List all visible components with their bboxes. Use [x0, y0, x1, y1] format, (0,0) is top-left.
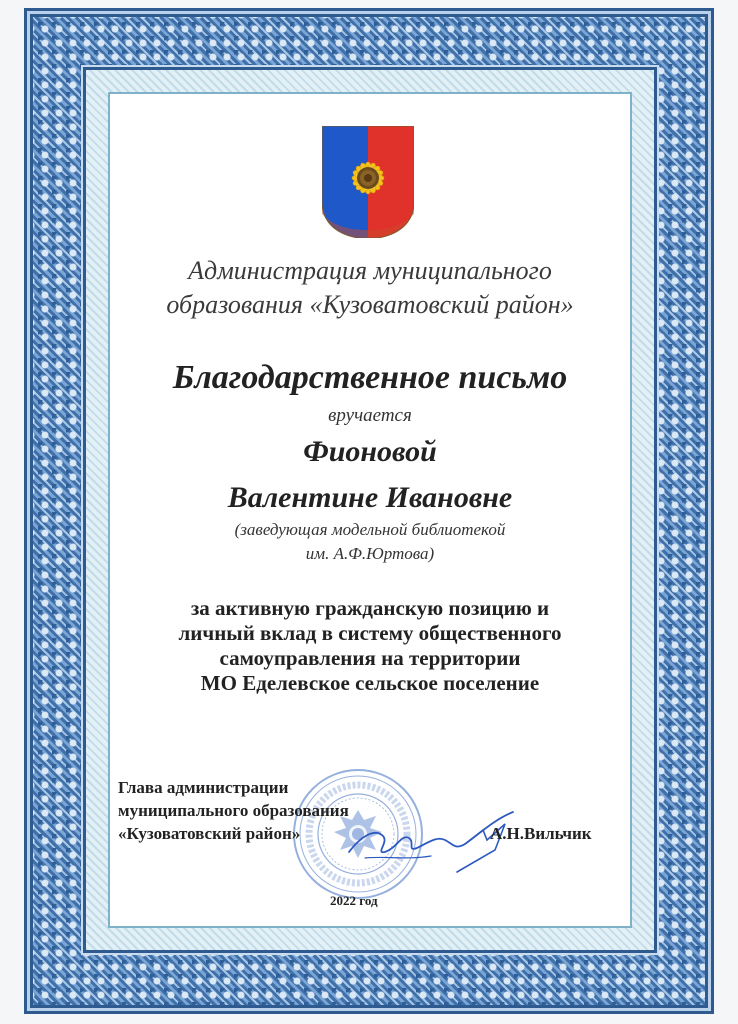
recipient-position: [110, 518, 630, 566]
award-reason: [110, 596, 630, 696]
awarded-label: вручается: [328, 405, 412, 426]
signatory-line-3: «Кузоватовский район»: [118, 824, 301, 843]
signatory-line-1: Глава администрации: [118, 778, 289, 797]
issuer-line-2: образования «Кузоватовский район»: [166, 290, 574, 319]
signatory-block: [118, 776, 349, 845]
reason-line-3: самоуправления на территории: [219, 646, 521, 670]
recipient-surname: Фионовой: [303, 435, 437, 468]
document-year: 2022 год: [330, 893, 378, 908]
reason-line-2: личный вклад в систему общественного: [178, 621, 562, 645]
issuer-heading: [110, 254, 630, 322]
position-line-2: им. А.Ф.Юртова): [305, 544, 435, 563]
signer-name: А.Н.Вильчик: [490, 824, 592, 843]
signatory-line-2: муниципального образования: [118, 801, 349, 820]
document-title: Благодарственное письмо: [172, 359, 568, 396]
reason-line-1: за активную гражданскую позицию и: [190, 596, 550, 620]
position-line-1: (заведующая модельной библиотекой: [234, 520, 506, 539]
reason-line-4: МО Еделевское сельское поселение: [200, 671, 540, 695]
recipient-name: Валентине Ивановне: [227, 481, 513, 514]
coat-of-arms-sunflower-icon: [322, 126, 414, 238]
issuer-line-1: Администрация муниципального: [188, 256, 552, 285]
